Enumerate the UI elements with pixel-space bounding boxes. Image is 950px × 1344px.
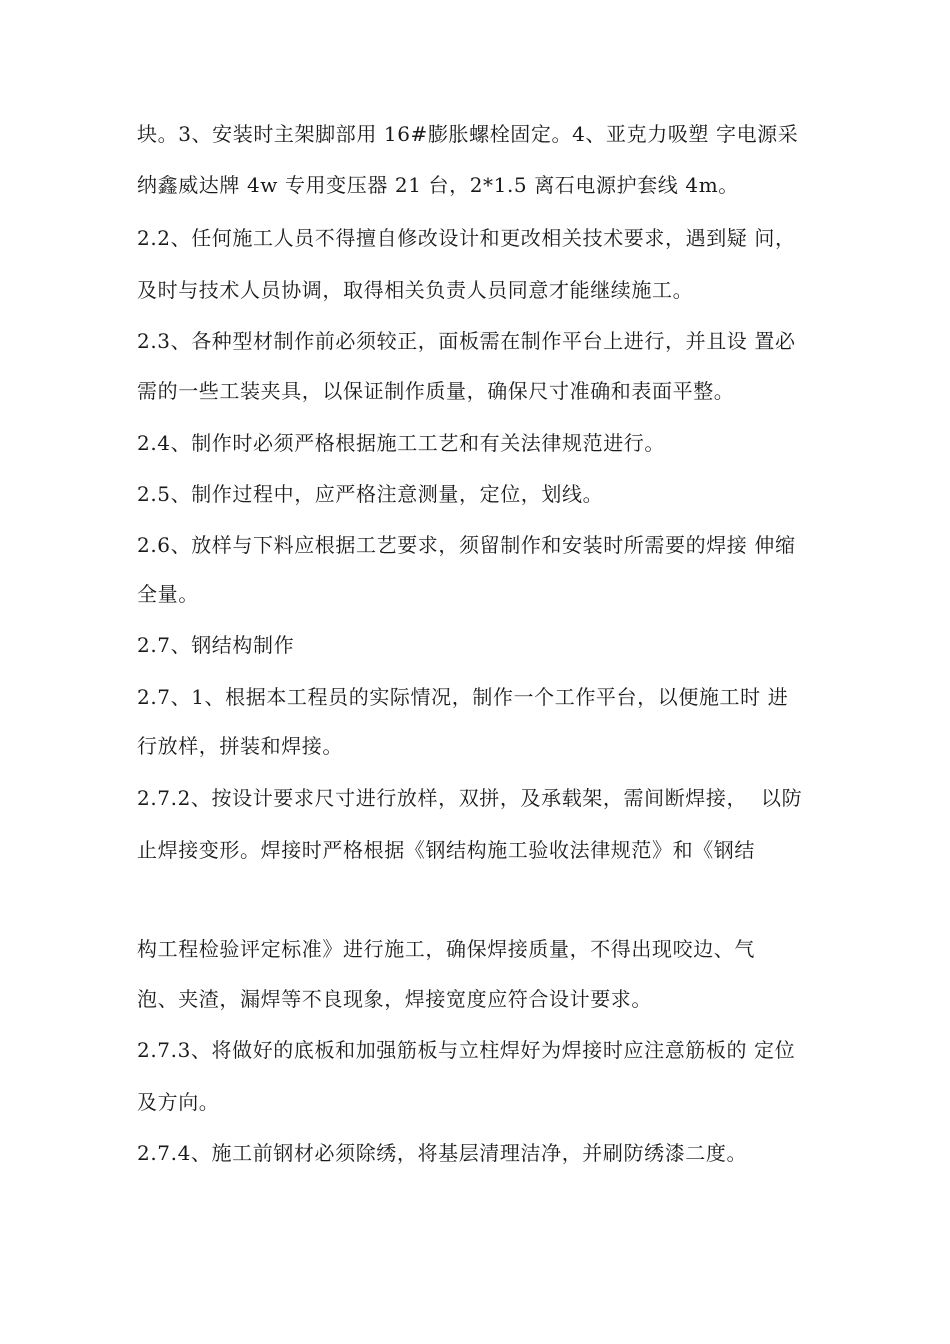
text-line: 纳鑫威达牌 4w 专用变压器 21 台，2*1.5 离石电源护套线 4m。 (137, 173, 739, 197)
text-line: 2.3、各种型材制作前必须较正，面板需在制作平台上进行，并且设 置必 (137, 329, 796, 353)
text-line: 及方向。 (137, 1090, 220, 1114)
text-line: 2.4、制作时必须严格根据施工工艺和有关法律规范进行。 (137, 431, 666, 455)
text-line: 2.7.2、按设计要求尺寸进行放样，双拼，及承载架，需间断焊接， 以防 (137, 786, 803, 810)
text-line: 2.7、1、根据本工程员的实际情况，制作一个工作平台，以便施工时 进 (137, 685, 789, 709)
text-line: 需的一些工装夹具，以保证制作质量，确保尺寸准确和表面平整。 (137, 379, 735, 403)
text-line: 泡、夹渣，漏焊等不良现象，焊接宽度应符合设计要求。 (137, 987, 652, 1011)
text-line: 2.7、钢结构制作 (137, 633, 295, 657)
text-line: 2.7.3、将做好的底板和加强筋板与立柱焊好为焊接时应注意筋板的 定位 (137, 1038, 796, 1062)
text-line: 2.5、制作过程中，应严格注意测量，定位，划线。 (137, 482, 604, 506)
text-line: 构工程检验评定标准》进行施工，确保焊接质量，不得出现咬边、气 (137, 937, 755, 961)
text-line: 2.2、任何施工人员不得擅自修改设计和更改相关技术要求，遇到疑 问， (137, 226, 796, 250)
text-line: 2.7.4、施工前钢材必须除绣，将基层清理洁净，并刷防绣漆二度。 (137, 1141, 748, 1165)
text-line: 行放样，拼装和焊接。 (137, 734, 343, 758)
text-line: 止焊接变形。焊接时严格根据《钢结构施工验收法律规范》和《钢结 (137, 838, 755, 862)
text-line: 及时与技术人员协调，取得相关负责人员同意才能继续施工。 (137, 278, 694, 302)
text-line: 块。3、安装时主架脚部用 16#膨胀螺栓固定。4、亚克力吸塑 字电源采 (137, 122, 799, 146)
text-line: 全量。 (137, 582, 199, 606)
text-line: 2.6、放样与下料应根据工艺要求，须留制作和安装时所需要的焊接 伸缩 (137, 533, 796, 557)
